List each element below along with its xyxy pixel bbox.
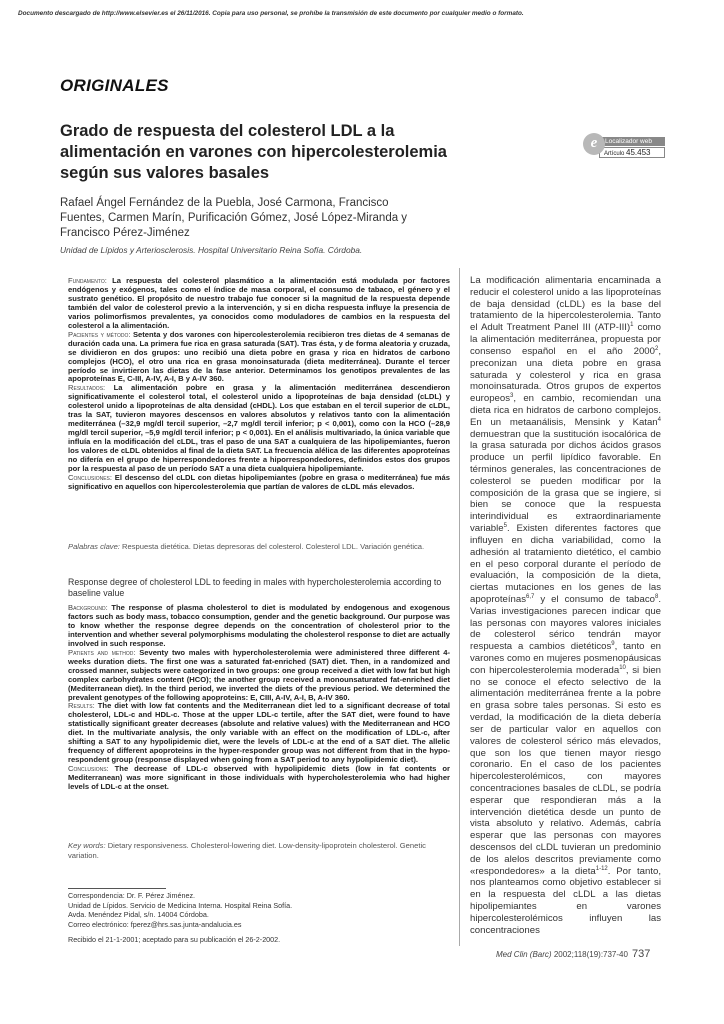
elsevier-logo-icon: e — [583, 133, 605, 155]
body-segment: demuestran que la sustitución isocalórica de la grasa saturada por dichos ácidos grasos produce un perfil lipídico favorable. En términos generales, las concentraciones de colesterol se pueden modificar por la composición de la grasa que se ingiere, si bien se conoce que la respuesta interindividual es extraordinariamente variable — [470, 428, 661, 535]
abstract-label: Resultados: — [68, 383, 106, 393]
body-segment: . Varias investigaciones parecen indicar que las personas con mayores valores iniciales de colesterol sérico tendrán mayor respuesta a cambios dietéticos — [470, 593, 661, 653]
body-text — [470, 275, 661, 937]
reference-marker: 4 — [657, 416, 661, 423]
page-number: 737 — [631, 948, 651, 960]
badge-article-number: 45.453 — [626, 148, 651, 157]
reference-marker: 3 — [510, 392, 514, 399]
abstract-text: Seventy two males with hypercholesterolemia were administered three different 4-weeks duration diets. The first one was a saturated fat-enriched (SAT) diet. Then, in a randomized and crossed manner, subjects were categorized in two groups: one group received a diet with low fat but high complex carbohydrates content (HCO); the another group received a monounsaturated fat-enriched diet (Mediterranean diet). In the third period, we inverted the diets of the previous period. We determined the prevalent genotypes of the following apoproteins: E, CIII, A-IV, A-I, B, A-IV 360. — [68, 647, 450, 702]
abstract-text: The response of plasma cholesterol to diet is modulated by endogenous and exogenous factors such as body mass, tobacco consumption, gender and the genetic background. Our purpose was to know whether the response degree depends on the concentration of cholesterol prior to the intervention and whether several polymorphisms modulating the cholesterol response to diet are actually involved in such response. — [68, 603, 450, 648]
column-divider — [459, 268, 460, 946]
body-segment: . Por tanto, nos planteamos como objetivo establecer si en la respuesta del cLDL a las dietas hipolipemiantes en varones hipercolesterolémicos influyen las concentraciones — [470, 865, 662, 936]
reference-marker: 1-12 — [595, 865, 608, 872]
abstract-text: Setenta y dos varones con hipercolesterolemia recibieron tres dietas de 4 semanas de duración cada una. La primera fue rica en grasa saturada (SAT). Tras ésta, y de forma aleatoria y cruzada, se dividieron en dos grupos: uno recibió una dieta pobre en grasa y rica en hidratos de carbono complejos (HCO), el otro una rica en grasa monoinsaturada (dieta mediterránea). Durante el tercer período se invirtieron las dietas de la fase anterior. Determinamos los genotipos prevalentes de las apoproteínas E, C-III, A-IV, A-I, B y A-IV 360. — [68, 329, 450, 384]
reference-marker: 9 — [611, 641, 615, 647]
body-segment: , si bien no se conoce el efecto selectivo de la alimentación mediterránea frente a la pobre en grasa sobre tales personas. Si esto es verdad, la modificación de la dieta debería ser de particular valor en aquellos con valores de colesterol sérico más elevados, que son los que tienen mayor riesgo coronario. En el caso de los pacientes hipercolesterolémicos, con mayores concentraciones basales de cLDL, se podría esperar que respondieran más a la intervención dietética desde un punto de vista absoluto y relativo. Además, cabría esperar que las personas con mayores descensos del cLDL tuvieran un predominio de los alelos descritos previamente como «respondedores» a la dieta — [470, 664, 661, 877]
abstract-label: Results: — [68, 701, 95, 711]
web-locator-badge[interactable] — [583, 131, 665, 161]
reference-marker: 1 — [630, 322, 634, 329]
abstract-es — [68, 277, 450, 492]
badge-article-prefix: Artículo — [604, 151, 625, 157]
abstract-label: Patients and method: — [68, 647, 136, 657]
received-date: Recibido el 21-1-2001; aceptado para su publicación el 26-2-2002. — [68, 935, 281, 944]
body-segment: , tanto en varones como en mujeres posmenopáusicas con hipercolesterolemia moderada — [470, 641, 661, 676]
abstract-text: La alimentación pobre en grasa y la alimentación mediterránea descendieron significativamente el colesterol total, el colesterol unido a lipoproteínas de baja densidad (cLDL) y colesterol unido a lipoproteínas de alta densidad (cHDL). Los que estaban en el tercil superior de cLDL, tras la SAT, tuvieron mayores descensos en valores absolutos y relativos tanto con la alimentación mediterránea (–32,9 mg/dl tercil superior, –2,7 mg/dl tercil inferior; p < 0,001), como con la HCO (–28,9 mg/dl tercil superior, –5,9 mg/dl tercil inferior; p < 0,001). En el análisis multivariado, la única variable que influía en la modificación del cLDL, tras el paso de una SAT a cualquiera de las hipolipemiantes, fueron los valores de cLDL obtenidos al final de la dieta SAT. La frecuencia alélica de las diferentes apoproteínas no difería en el grupo de hiperrespondedores frente a hiporrespondedores, definidos estos dos grupos por la respuesta al paso de un período SAT a una dieta cualquiera hipolipemiante. — [68, 383, 450, 474]
abstract-label: Background: — [68, 603, 108, 612]
section-label: ORIGINALES — [60, 76, 169, 95]
keywords-text: Dietary responsiveness. Cholesterol-lowering diet. Low-density-lipoprotein cholesterol. Genetic variation. — [68, 841, 426, 860]
badge-label: Localizador web — [599, 137, 665, 146]
footnote-divider — [68, 888, 166, 889]
abstract-label: Fundamento: — [68, 276, 107, 285]
correspondence-email: Correo electrónico: fperez@hrs.sas.junta-andalucia.es — [68, 920, 242, 930]
reference-marker: 2 — [654, 345, 659, 352]
author-list: Rafael Ángel Fernández de la Puebla, José Carmona, Francisco Fuentes, Carmen Marín, Purificación Gómez, José López-Miranda y Francisco Pérez-Jiménez — [60, 197, 408, 239]
correspondence-line: Unidad de Lípidos. Servicio de Medicina Interna. Hospital Reina Sofía. — [68, 900, 293, 910]
journal-name: Med Clin (Barc) — [496, 950, 552, 959]
keywords-en — [68, 841, 450, 861]
abstract-text: The decrease of LDL-c observed with hypolipidemic diets (low in fat contents or Mediterranean) was more significant in those individuals with hypercholesterolemia who had higher levels of LDL-c at the onset. — [68, 764, 450, 792]
abstract-text: La respuesta del colesterol plasmático a la alimentación está modulada por factores endógenos y exógenos, tales como el índice de masa corporal, el consumo de tabaco, el género y el sustrato genético. El propósito de nuestro trabajo fue conocer si la magnitud de la respuesta depende también del valor de colesterol previo a la intervención, y si en dicha respuesta influye la presencia de varios polimorfismos prevalentes, ya conocidos como moduladores de cambios en la respuesta del colesterol a la alimentación. — [68, 276, 450, 330]
abstract-en — [68, 604, 450, 792]
reference-marker: 10 — [619, 664, 626, 671]
abstract-label: Conclusiones: — [68, 472, 112, 482]
correspondence-line: Correspondencia: Dr. F. Pérez Jiménez. — [68, 891, 196, 900]
citation: 2002;118(19):737-40 — [553, 950, 628, 959]
affiliation: Unidad de Lípidos y Arteriosclerosis. Hospital Universitario Reina Sofía. Córdoba. — [60, 245, 363, 255]
page-footer — [496, 948, 650, 960]
article-title: Grado de respuesta del colesterol LDL a la alimentación en varones con hipercolesterolemia según sus valores basales — [60, 122, 447, 182]
body-segment: La modificación alimentaria encaminada a reducir el colesterol unido a las lipoproteínas de baja densidad (cLDL) es la base del tratamiento de la hipercolesterolemia. Tanto el Adult Treatment Panel III (ATP-III) — [470, 275, 661, 334]
abstract-text: The diet with low fat contents and the Mediterranean diet led to a significant decrease of total cholesterol, LDL-c and HDL-c. Those at the upper LDL-c tertile, after the SAT diet, were found to have statistically significant greater decreases (absolute and relative values) with the Mediterranean and HCO diet. In the multivariate analysis, the only variable with an effect on the modification of LDL-c, after shifting a SAT to any hypolipidemic diet, were the levels of LDL-c at the end of a SAT diet. The allelic frequency of different apoproteins in the hyper-responder group was not different from that in the hypo-respondent group (response displayed when going from a SAT period to any hypolipidemic diet). — [68, 701, 450, 765]
keywords-es — [68, 542, 450, 552]
english-title: Response degree of cholesterol LDL to feeding in males with hypercholesterolemia according to baseline value — [68, 577, 442, 598]
body-segment: y el consumo de tabaco — [534, 593, 655, 605]
body-segment: , en cambio, recomiendan una dieta rica en hidratos de carbono complejos. En un metaanálisis, Mensink y Katan — [470, 393, 661, 428]
keywords-label: Key words: — [68, 841, 106, 850]
correspondence — [68, 891, 398, 930]
body-segment: , preconizan una dieta pobre en grasa saturada y colesterol y rica en grasa monoinsaturada. Otros grupos de expertos europeos — [470, 345, 661, 405]
body-segment: . Existen diferentes factores que influyen en dicha variabilidad, como la adhesión al tratamiento dietético, el cambio en el peso corporal durante el período de evaluación, la composición de la dieta, ciertas mutaciones en los genes de las apoproteínas — [470, 523, 661, 605]
correspondence-line: Avda. Menéndez Pidal, s/n. 14004 Córdoba. — [68, 910, 209, 920]
reference-marker: 8 — [654, 593, 659, 600]
reference-marker: 5 — [503, 522, 507, 529]
keywords-label: Palabras clave: — [68, 542, 120, 551]
abstract-label: Pacientes y método: — [68, 329, 131, 339]
reference-marker: 6,7 — [526, 593, 535, 600]
body-segment: como la alimentación mediterránea, propuesta por consenso español en el año 2000 — [470, 322, 661, 357]
download-notice: Documento descargado de http://www.elsevier.es el 26/11/2016. Copia para uso personal, se prohíbe la transmisión de este documento por cualquier medio o formato. — [18, 10, 524, 17]
abstract-text: El descenso del cLDL con dietas hipolipemiantes (pobre en grasa o mediterránea) fue más significativo en aquellos con hipercolesterolemia que partían de valores de cLDL más elevados. — [68, 472, 450, 491]
badge-article — [599, 147, 665, 158]
keywords-text: Respuesta dietética. Dietas depresoras del colesterol. Colesterol LDL. Variación genética. — [122, 542, 425, 551]
abstract-label: Conclusions: — [68, 764, 109, 774]
